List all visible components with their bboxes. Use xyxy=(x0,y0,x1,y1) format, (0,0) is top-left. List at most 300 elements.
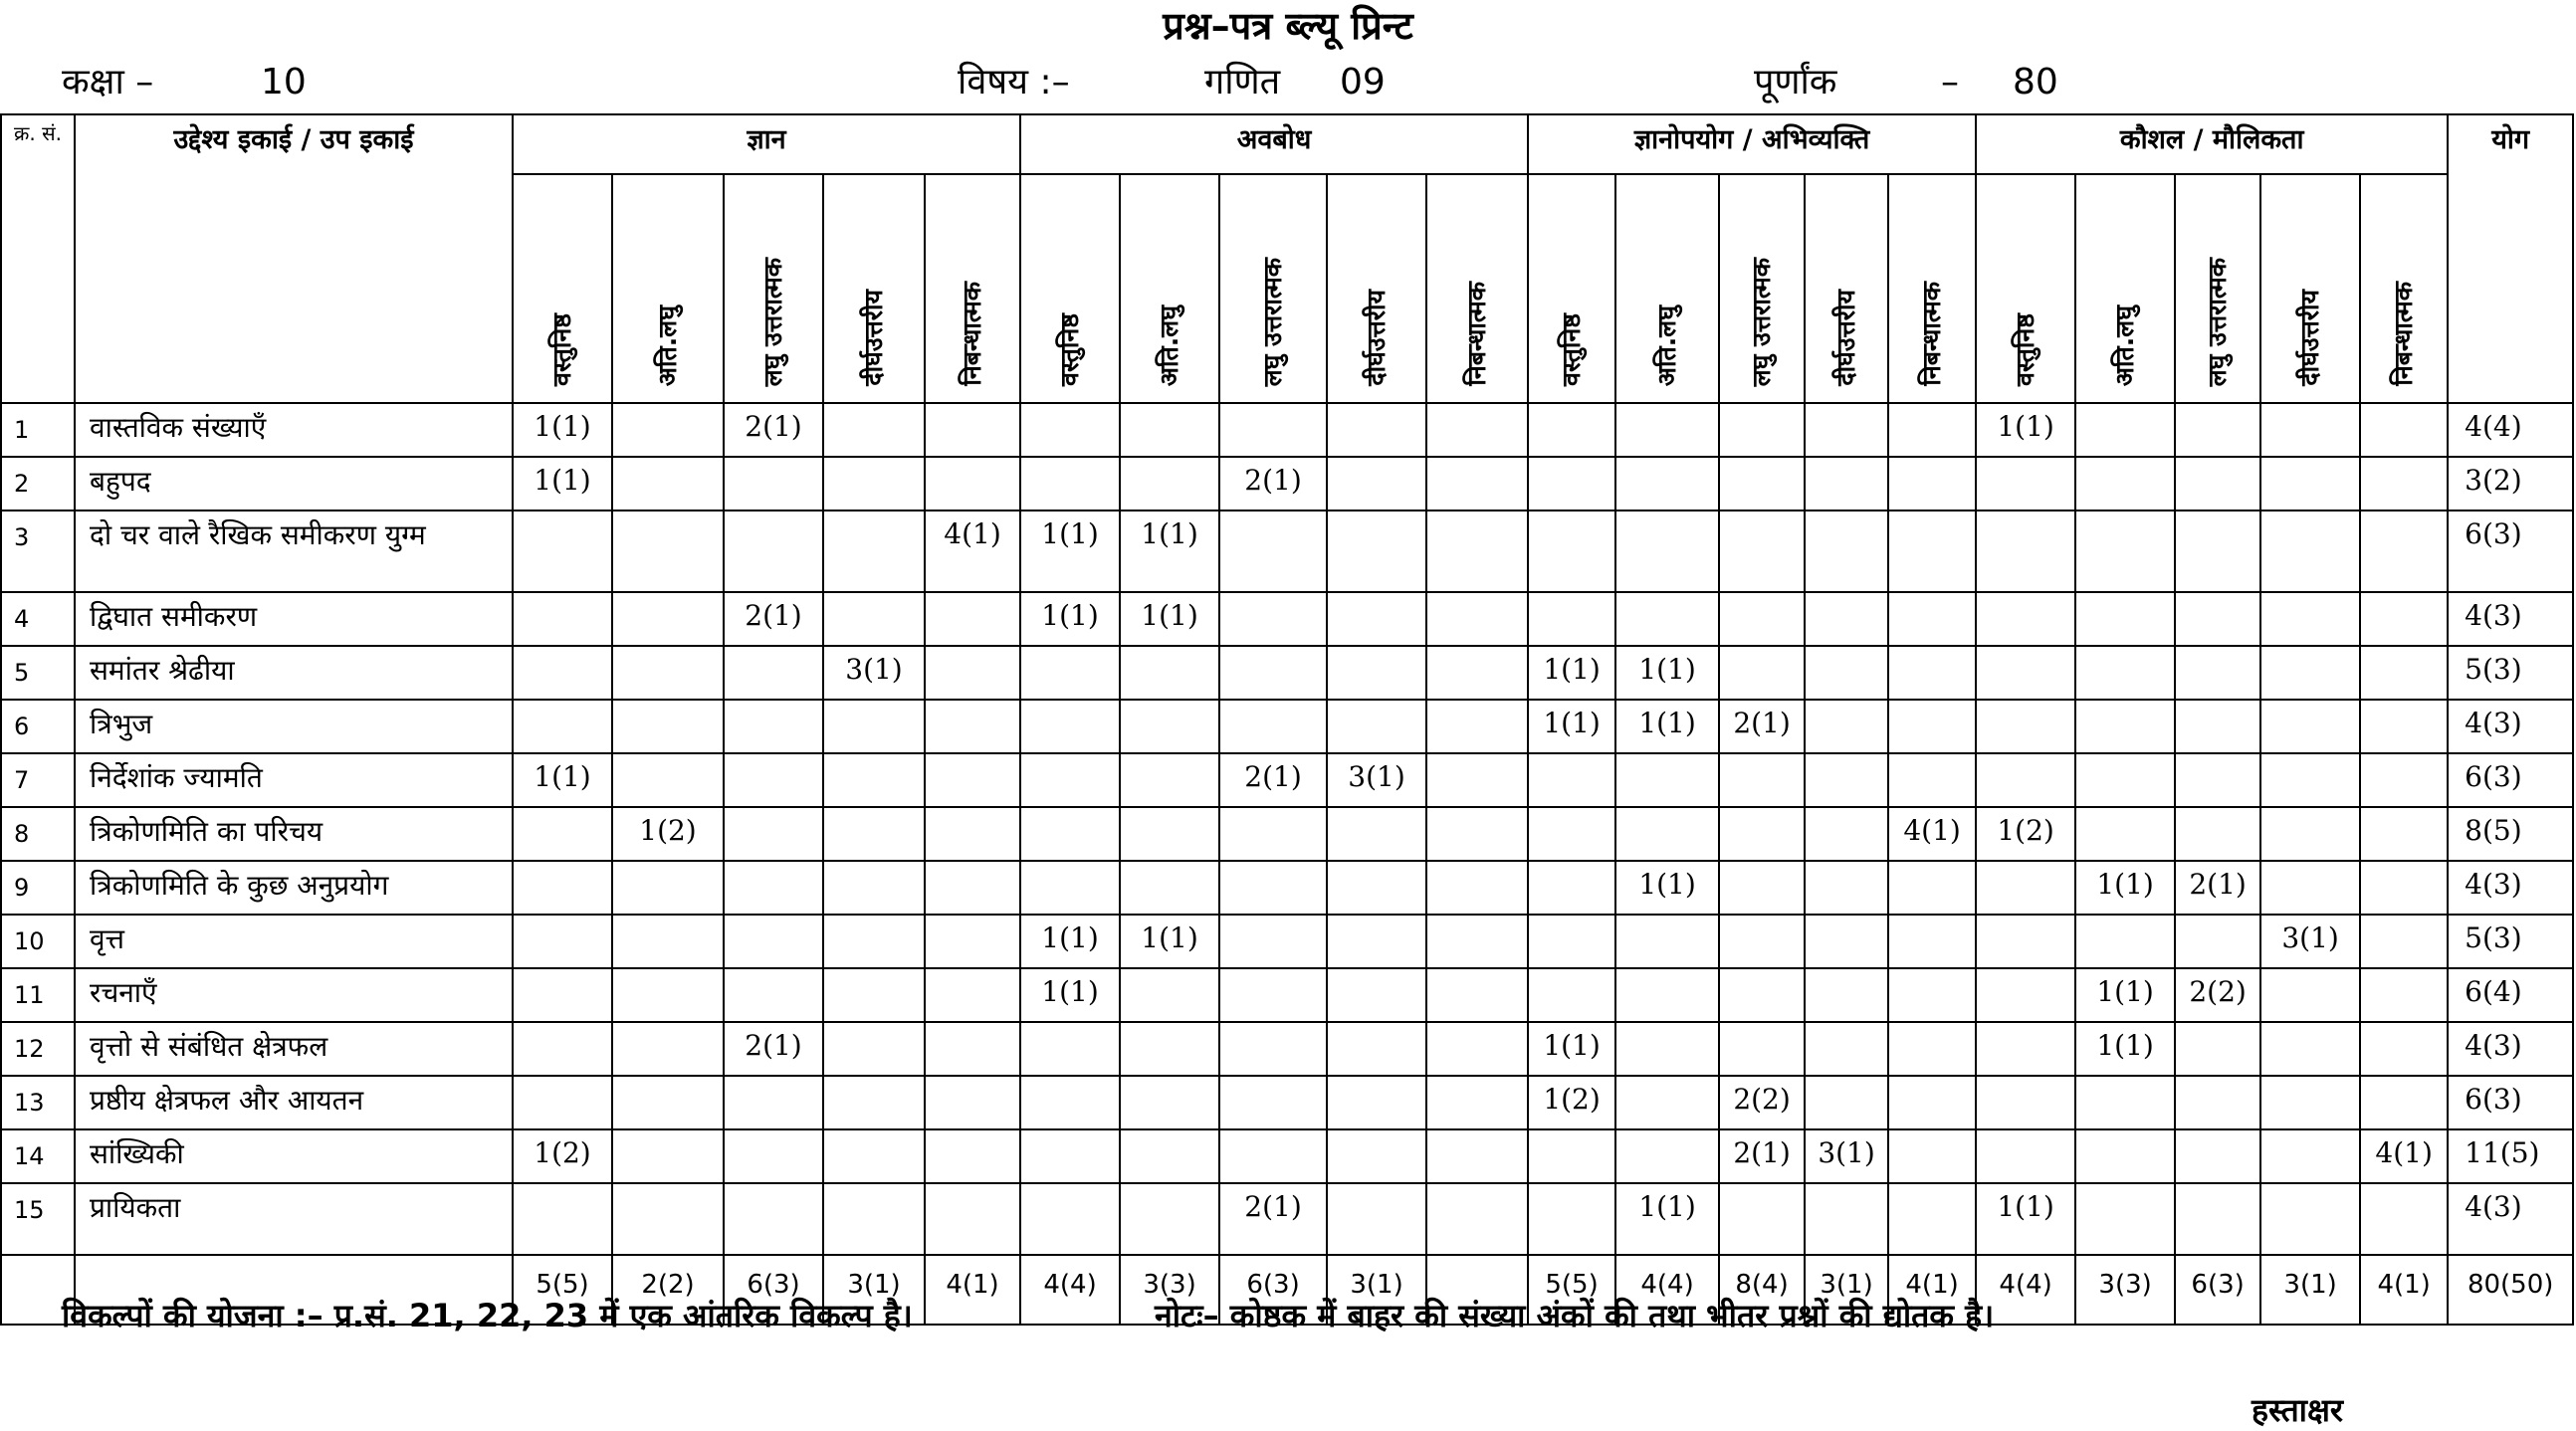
marks-cell: 1(1) xyxy=(1528,700,1615,753)
grand-total: 80(50) xyxy=(2448,1255,2573,1325)
marks-cell xyxy=(1888,1076,1976,1129)
marks-cell xyxy=(612,457,724,511)
marks-cell xyxy=(1426,753,1528,807)
marks-cell xyxy=(1426,403,1528,457)
marks-cell xyxy=(1615,511,1719,592)
marks-cell xyxy=(1976,700,2075,753)
marks-cell xyxy=(612,700,724,753)
marks-cell xyxy=(2175,592,2260,646)
marks-cell xyxy=(1020,646,1120,700)
unit-name: दो चर वाले रैखिक समीकरण युग्म xyxy=(75,511,513,592)
unit-name: वृत्तो से संबंधित क्षेत्रफल xyxy=(75,1022,513,1076)
marks-cell xyxy=(1719,1022,1805,1076)
marks-cell xyxy=(2260,1183,2360,1255)
unit-name: त्रिकोणमिति के कुछ अनुप्रयोग xyxy=(75,861,513,915)
column-header-label: वस्तुनिष्ठ xyxy=(2011,313,2040,386)
marks-cell xyxy=(1719,457,1805,511)
marks-cell xyxy=(513,646,612,700)
marks-cell: 1(1) xyxy=(1615,700,1719,753)
marks-cell xyxy=(2360,403,2448,457)
table-row xyxy=(1,457,2573,511)
column-total: 4(1) xyxy=(925,1255,1020,1325)
marks-cell xyxy=(925,1022,1020,1076)
marks-cell: 1(1) xyxy=(2075,968,2175,1022)
marks-cell xyxy=(1020,753,1120,807)
class-label: कक्षा – xyxy=(62,62,154,102)
marks-cell xyxy=(925,592,1020,646)
serial-number: 2 xyxy=(1,457,75,511)
marks-cell xyxy=(1888,403,1976,457)
marks-cell xyxy=(1528,753,1615,807)
column-total: 5(5) xyxy=(1528,1255,1615,1325)
column-total: 4(4) xyxy=(1615,1255,1719,1325)
marks-cell xyxy=(1327,1183,1426,1255)
marks-cell xyxy=(2175,1129,2260,1183)
marks-cell xyxy=(1219,646,1327,700)
marks-cell xyxy=(724,1076,823,1129)
marks-cell: 2(1) xyxy=(1219,753,1327,807)
marks-cell: 1(2) xyxy=(612,807,724,861)
marks-cell xyxy=(724,861,823,915)
table-row xyxy=(1,807,2573,861)
marks-cell xyxy=(1805,1183,1888,1255)
column-header-label: लघु उत्तरात्मक xyxy=(2203,257,2233,386)
marks-cell xyxy=(1805,457,1888,511)
marks-cell xyxy=(612,861,724,915)
marks-cell xyxy=(1805,1076,1888,1129)
marks-cell xyxy=(2175,1076,2260,1129)
row-total: 6(3) xyxy=(2448,1076,2573,1129)
marks-cell xyxy=(612,592,724,646)
column-header xyxy=(1426,174,1528,403)
marks-cell xyxy=(2360,592,2448,646)
table-row xyxy=(1,753,2573,807)
marks-cell: 1(1) xyxy=(1528,646,1615,700)
column-header xyxy=(612,174,724,403)
marks-cell xyxy=(1719,861,1805,915)
marks-cell xyxy=(513,915,612,968)
marks-cell xyxy=(823,1183,925,1255)
serial-number: 8 xyxy=(1,807,75,861)
marks-cell xyxy=(1528,861,1615,915)
table-row xyxy=(1,592,2573,646)
marks-cell xyxy=(925,403,1020,457)
marks-cell xyxy=(1426,1022,1528,1076)
marks-cell xyxy=(2175,457,2260,511)
marks-cell xyxy=(513,807,612,861)
marks-cell xyxy=(612,968,724,1022)
table-row xyxy=(1,403,2573,457)
marks-cell: 1(1) xyxy=(513,753,612,807)
marks-cell xyxy=(2360,646,2448,700)
marks-cell xyxy=(2075,646,2175,700)
marks-cell xyxy=(724,915,823,968)
subject-label: विषय :– xyxy=(958,62,1070,102)
unit-name: रचनाएँ xyxy=(75,968,513,1022)
column-header-label: निबन्धात्मक xyxy=(1917,282,1947,386)
marks-cell xyxy=(1120,1129,1219,1183)
signature-label: हस्ताक्षर xyxy=(2252,1391,2344,1429)
marks-cell: 1(2) xyxy=(1528,1076,1615,1129)
marks-cell xyxy=(2075,403,2175,457)
serial-number: 4 xyxy=(1,592,75,646)
marks-cell: 2(1) xyxy=(1719,1129,1805,1183)
marks-cell xyxy=(925,1183,1020,1255)
marks-cell: 2(1) xyxy=(724,403,823,457)
marks-cell: 1(1) xyxy=(2075,1022,2175,1076)
column-header xyxy=(1120,174,1219,403)
marks-cell xyxy=(1719,646,1805,700)
marks-cell xyxy=(2360,915,2448,968)
marks-cell xyxy=(2075,457,2175,511)
marks-cell xyxy=(925,915,1020,968)
marks-cell: 2(1) xyxy=(1719,700,1805,753)
marks-cell xyxy=(2075,1129,2175,1183)
marks-separator: – xyxy=(1941,62,1959,102)
column-header xyxy=(823,174,925,403)
serial-number: 15 xyxy=(1,1183,75,1255)
marks-cell xyxy=(1327,968,1426,1022)
column-total: 4(1) xyxy=(2360,1255,2448,1325)
marks-cell: 2(1) xyxy=(724,592,823,646)
marks-cell xyxy=(1120,807,1219,861)
marks-cell xyxy=(1528,457,1615,511)
column-header xyxy=(1327,174,1426,403)
marks-cell: 1(1) xyxy=(1120,592,1219,646)
column-header xyxy=(1528,174,1615,403)
marks-cell xyxy=(2175,1183,2260,1255)
row-total: 3(2) xyxy=(2448,457,2573,511)
marks-cell xyxy=(823,1076,925,1129)
marks-cell xyxy=(2260,700,2360,753)
marks-cell: 1(1) xyxy=(1120,915,1219,968)
column-header-label: दीर्घउत्तरीय xyxy=(2295,290,2325,386)
marks-cell: 3(1) xyxy=(1805,1129,1888,1183)
marks-cell xyxy=(513,511,612,592)
marks-cell xyxy=(1120,700,1219,753)
column-header xyxy=(1020,174,1120,403)
column-total: 2(2) xyxy=(612,1255,724,1325)
marks-cell: 2(1) xyxy=(1219,457,1327,511)
marks-cell xyxy=(1805,968,1888,1022)
marks-cell xyxy=(1219,1022,1327,1076)
marks-cell xyxy=(2175,700,2260,753)
marks-cell xyxy=(2260,1022,2360,1076)
marks-cell xyxy=(1805,915,1888,968)
marks-cell xyxy=(1426,861,1528,915)
marks-cell xyxy=(1976,1022,2075,1076)
marks-cell: 1(1) xyxy=(1020,511,1120,592)
marks-cell xyxy=(612,403,724,457)
marks-cell xyxy=(1426,807,1528,861)
serial-number: 9 xyxy=(1,861,75,915)
marks-cell xyxy=(2360,1183,2448,1255)
marks-cell xyxy=(1615,1129,1719,1183)
marks-cell xyxy=(2075,1183,2175,1255)
marks-cell xyxy=(1888,1129,1976,1183)
marks-cell xyxy=(823,968,925,1022)
marks-cell: 1(1) xyxy=(1020,968,1120,1022)
subject-value: गणित xyxy=(1204,62,1281,102)
bracket-note: नोटः– कोष्ठक में बाहर की संख्या अंकों की तथा भीतर प्रश्नों की द्योतक है। xyxy=(1155,1297,1995,1334)
marks-cell: 1(1) xyxy=(1976,1183,2075,1255)
total-header: योग xyxy=(2448,114,2573,403)
marks-cell xyxy=(724,1129,823,1183)
marks-cell xyxy=(2360,457,2448,511)
marks-cell xyxy=(612,1022,724,1076)
subject-code: 09 xyxy=(1340,62,1386,102)
marks-cell xyxy=(823,592,925,646)
serial-number: 1 xyxy=(1,403,75,457)
marks-cell xyxy=(612,646,724,700)
marks-cell xyxy=(925,1076,1020,1129)
marks-cell xyxy=(1020,807,1120,861)
marks-cell xyxy=(1615,915,1719,968)
marks-cell xyxy=(925,861,1020,915)
marks-cell xyxy=(1976,968,2075,1022)
marks-cell: 2(1) xyxy=(2175,861,2260,915)
marks-cell: 4(1) xyxy=(2360,1129,2448,1183)
marks-cell xyxy=(724,753,823,807)
marks-cell xyxy=(1327,915,1426,968)
marks-cell xyxy=(1976,592,2075,646)
marks-cell xyxy=(2075,915,2175,968)
marks-cell xyxy=(1805,403,1888,457)
marks-cell xyxy=(612,915,724,968)
marks-cell: 1(1) xyxy=(1615,646,1719,700)
marks-cell xyxy=(925,753,1020,807)
marks-cell: 1(1) xyxy=(1020,915,1120,968)
marks-cell xyxy=(925,807,1020,861)
marks-cell xyxy=(1888,1183,1976,1255)
marks-cell xyxy=(1426,457,1528,511)
marks-cell xyxy=(1615,592,1719,646)
marks-cell xyxy=(2075,1076,2175,1129)
column-header-label: अति.लघु xyxy=(1652,305,1682,386)
marks-cell xyxy=(1327,1022,1426,1076)
marks-cell xyxy=(1719,807,1805,861)
marks-cell xyxy=(2075,807,2175,861)
marks-cell xyxy=(925,1129,1020,1183)
marks-cell xyxy=(1219,700,1327,753)
marks-cell xyxy=(1219,968,1327,1022)
column-total: 6(3) xyxy=(2175,1255,2260,1325)
marks-cell xyxy=(1020,1129,1120,1183)
marks-cell xyxy=(2360,700,2448,753)
marks-cell: 2(1) xyxy=(724,1022,823,1076)
marks-cell xyxy=(1020,403,1120,457)
marks-cell xyxy=(2260,457,2360,511)
column-header xyxy=(1615,174,1719,403)
column-header-label: लघु उत्तरात्मक xyxy=(1258,257,1288,386)
row-total: 4(3) xyxy=(2448,861,2573,915)
marks-cell xyxy=(2260,861,2360,915)
marks-cell xyxy=(2360,511,2448,592)
marks-cell: 1(1) xyxy=(1615,1183,1719,1255)
marks-cell: 2(2) xyxy=(2175,968,2260,1022)
marks-cell xyxy=(2075,753,2175,807)
marks-cell xyxy=(1120,403,1219,457)
marks-cell xyxy=(1528,511,1615,592)
marks-cell xyxy=(1805,753,1888,807)
marks-cell xyxy=(2360,1076,2448,1129)
marks-cell xyxy=(1719,915,1805,968)
marks-cell xyxy=(1020,700,1120,753)
sn-header: क्र. सं. xyxy=(1,114,75,403)
marks-cell xyxy=(1719,753,1805,807)
marks-cell: 4(1) xyxy=(1888,807,1976,861)
marks-cell xyxy=(1020,1076,1120,1129)
marks-cell xyxy=(2075,592,2175,646)
marks-cell xyxy=(2175,646,2260,700)
marks-cell: 4(1) xyxy=(925,511,1020,592)
table-row xyxy=(1,1076,2573,1129)
marks-cell xyxy=(1120,1183,1219,1255)
serial-number: 12 xyxy=(1,1022,75,1076)
column-header-label: दीर्घउत्तरीय xyxy=(859,290,888,386)
marks-cell xyxy=(1426,1129,1528,1183)
column-header xyxy=(1888,174,1976,403)
marks-cell xyxy=(2260,753,2360,807)
marks-cell xyxy=(1615,1022,1719,1076)
marks-cell xyxy=(925,968,1020,1022)
marks-cell xyxy=(823,861,925,915)
table-row xyxy=(1,1183,2573,1255)
unit-name: प्रायिकता xyxy=(75,1183,513,1255)
marks-cell: 1(1) xyxy=(1615,861,1719,915)
marks-cell xyxy=(925,700,1020,753)
column-header-label: निबन्धात्मक xyxy=(2389,282,2419,386)
row-total: 6(3) xyxy=(2448,753,2573,807)
class-value: 10 xyxy=(261,62,307,102)
table-row xyxy=(1,1022,2573,1076)
column-header-label: निबन्धात्मक xyxy=(1462,282,1492,386)
marks-cell: 2(2) xyxy=(1719,1076,1805,1129)
marks-cell xyxy=(2175,403,2260,457)
marks-cell xyxy=(2175,1022,2260,1076)
row-total: 5(3) xyxy=(2448,915,2573,968)
marks-cell xyxy=(2260,511,2360,592)
marks-cell xyxy=(1426,915,1528,968)
marks-cell xyxy=(1615,457,1719,511)
marks-cell xyxy=(513,1183,612,1255)
marks-cell: 1(1) xyxy=(1976,403,2075,457)
column-header-label: अति.लघु xyxy=(1155,305,1184,386)
marks-cell xyxy=(1327,807,1426,861)
marks-cell xyxy=(823,753,925,807)
marks-cell xyxy=(2175,915,2260,968)
marks-cell xyxy=(1528,592,1615,646)
column-header-label: दीर्घउत्तरीय xyxy=(1831,290,1861,386)
column-total: 3(3) xyxy=(2075,1255,2175,1325)
marks-cell xyxy=(1120,1022,1219,1076)
marks-cell xyxy=(1719,968,1805,1022)
marks-cell: 2(1) xyxy=(1219,1183,1327,1255)
marks-cell xyxy=(1219,861,1327,915)
table-row xyxy=(1,700,2573,753)
group-header-knowledge: ज्ञान xyxy=(513,114,1020,174)
marks-cell xyxy=(2360,753,2448,807)
marks-cell xyxy=(1888,700,1976,753)
marks-cell xyxy=(1888,646,1976,700)
marks-cell xyxy=(2360,968,2448,1022)
marks-cell xyxy=(1528,1183,1615,1255)
marks-cell xyxy=(823,1022,925,1076)
marks-cell: 3(1) xyxy=(823,646,925,700)
marks-cell xyxy=(1528,1129,1615,1183)
column-header xyxy=(1976,174,2075,403)
marks-cell xyxy=(1219,511,1327,592)
marks-cell xyxy=(724,1183,823,1255)
marks-cell xyxy=(2260,592,2360,646)
marks-cell xyxy=(2175,753,2260,807)
unit-name: प्रष्ठीय क्षेत्रफल और आयतन xyxy=(75,1076,513,1129)
serial-number: 10 xyxy=(1,915,75,968)
column-total: 5(5) xyxy=(513,1255,612,1325)
marks-cell xyxy=(2360,861,2448,915)
marks-cell xyxy=(1426,700,1528,753)
marks-cell xyxy=(2075,511,2175,592)
marks-cell xyxy=(2175,511,2260,592)
row-total: 8(5) xyxy=(2448,807,2573,861)
row-total: 4(3) xyxy=(2448,1022,2573,1076)
marks-cell xyxy=(1327,1076,1426,1129)
marks-cell xyxy=(1528,403,1615,457)
column-header xyxy=(1219,174,1327,403)
options-note: विकल्पों की योजना :– प्र.सं. 21, 22, 23 में एक आंतरिक विकल्प है। xyxy=(62,1297,913,1334)
serial-number: 11 xyxy=(1,968,75,1022)
marks-cell xyxy=(1426,646,1528,700)
row-total: 4(3) xyxy=(2448,1183,2573,1255)
marks-cell xyxy=(1888,753,1976,807)
row-total: 5(3) xyxy=(2448,646,2573,700)
column-header-label: वस्तुनिष्ठ xyxy=(1557,313,1587,386)
marks-cell xyxy=(1615,1076,1719,1129)
marks-cell: 1(2) xyxy=(1976,807,2075,861)
marks-cell xyxy=(1805,646,1888,700)
marks-cell xyxy=(1976,457,2075,511)
marks-cell xyxy=(724,700,823,753)
marks-cell xyxy=(1719,403,1805,457)
column-total: 3(1) xyxy=(1327,1255,1426,1325)
unit-name: द्विघात समीकरण xyxy=(75,592,513,646)
marks-cell xyxy=(2360,807,2448,861)
marks-cell xyxy=(1805,511,1888,592)
marks-cell xyxy=(1120,861,1219,915)
marks-cell xyxy=(1976,753,2075,807)
marks-cell xyxy=(724,457,823,511)
unit-name: वास्तविक संख्याएँ xyxy=(75,403,513,457)
column-total: 3(3) xyxy=(1120,1255,1219,1325)
column-header xyxy=(925,174,1020,403)
column-total: 8(4) xyxy=(1719,1255,1805,1325)
marks-cell xyxy=(1020,457,1120,511)
marks-cell xyxy=(513,968,612,1022)
marks-cell xyxy=(1528,807,1615,861)
column-total: 3(1) xyxy=(823,1255,925,1325)
serial-number: 5 xyxy=(1,646,75,700)
marks-cell: 1(1) xyxy=(1020,592,1120,646)
marks-cell xyxy=(612,1076,724,1129)
marks-cell xyxy=(1888,592,1976,646)
table-row xyxy=(1,915,2573,968)
marks-cell xyxy=(1327,403,1426,457)
marks-cell: 1(1) xyxy=(2075,861,2175,915)
marks-cell xyxy=(1327,457,1426,511)
marks-value: 80 xyxy=(2013,62,2058,102)
column-header-label: अति.लघु xyxy=(653,305,682,386)
marks-cell xyxy=(1888,511,1976,592)
